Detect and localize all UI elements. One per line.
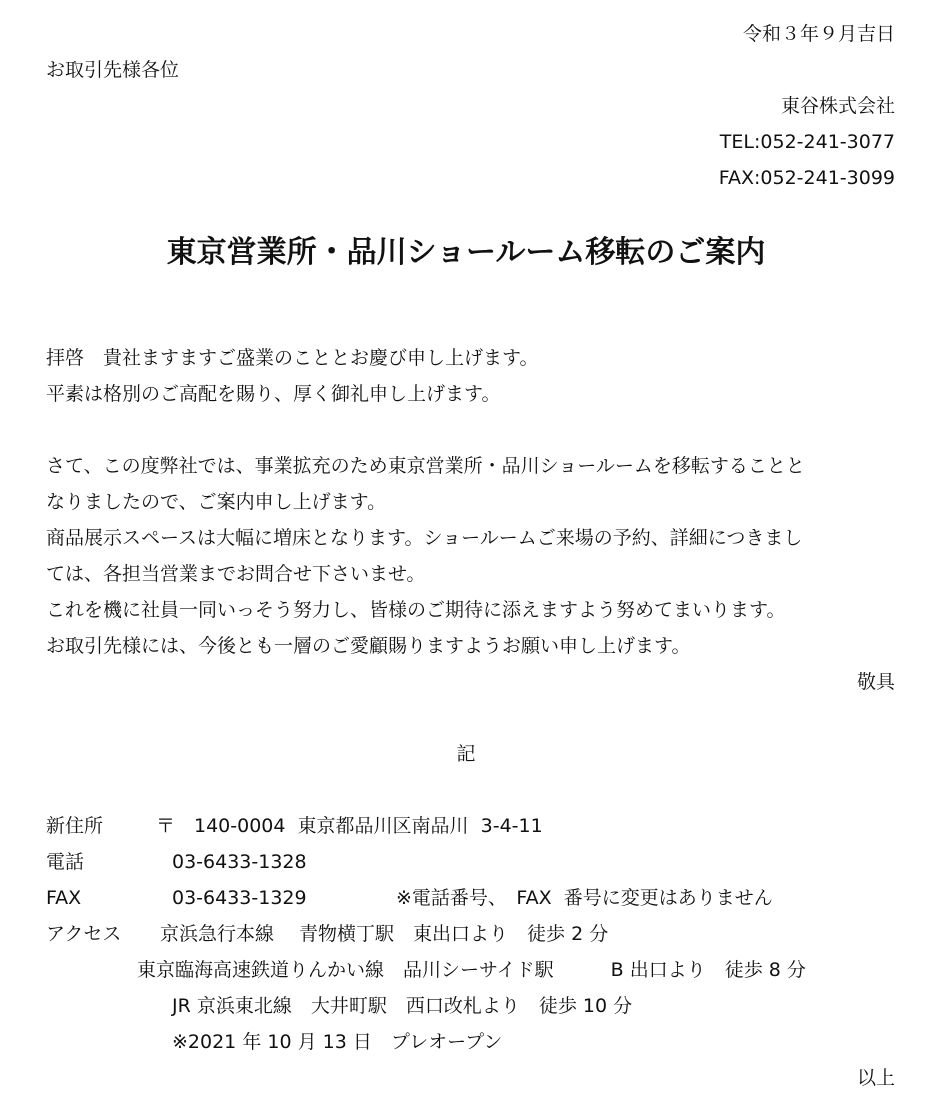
sender-fax: FAX:052-241-3099 [718, 167, 895, 189]
document-title: 東京営業所・品川ショールーム移転のご案内 [166, 235, 766, 270]
fax-value: 03-6433-1329 [172, 887, 307, 909]
sender-tel: TEL:052-241-3077 [719, 131, 895, 153]
body-line: なりましたので、ご案内申し上げます。 [46, 491, 387, 513]
access-line: JR 京浜東北線 大井町駅 西口改札より 徒歩 10 分 [172, 995, 633, 1017]
body-line: これを機に社員一同いっそう努力し、皆様のご期待に添えますよう努めてまいります。 [46, 599, 786, 621]
greeting-line: 平素は格別のご高配を賜り、厚く御礼申し上げます。 [46, 383, 501, 405]
address-value: 〒 140-0004 東京都品川区南品川 3-4-11 [156, 815, 543, 837]
access-line: 東京臨海高速鉄道りんかい線 品川シーサイド駅 B 出口より 徒歩 8 分 [137, 959, 806, 981]
body-line: お取引先様には、今後とも一層のご愛顧賜りますようお願い申し上げます。 [46, 635, 691, 657]
access-label: アクセス [46, 923, 122, 945]
fax-label: FAX [46, 887, 82, 909]
body-line: さて、この度弊社では、事業拡充のため東京営業所・品川ショールームを移転することと [46, 455, 805, 477]
phone-label: 電話 [46, 851, 85, 873]
body-line: ては、各担当営業までお問合せ下さいませ。 [46, 563, 426, 585]
address-label: 新住所 [46, 815, 104, 837]
sender-company: 東谷株式会社 [780, 95, 895, 117]
document-date: 令和３年９月吉日 [742, 23, 895, 45]
closing-ijo: 以上 [856, 1067, 895, 1089]
phone-value: 03-6433-1328 [172, 851, 307, 873]
recipient: お取引先様各位 [46, 59, 180, 81]
access-line: 京浜急行本線 青物横丁駅 東出口より 徒歩 2 分 [160, 923, 609, 945]
ki-heading: 記 [456, 743, 476, 765]
greeting-line: 拝啓 貴社ますますご盛業のこととお慶び申し上げます。 [46, 347, 539, 369]
body-line: 商品展示スペースは大幅に増床となります。ショールームご来場の予約、詳細につきまし [46, 527, 803, 549]
fax-note: ※電話番号、 FAX 番号に変更はありません [396, 887, 773, 909]
closing-keigu: 敬具 [856, 671, 895, 693]
preopen-note: ※2021 年 10 月 13 日 プレオープン [172, 1031, 503, 1053]
